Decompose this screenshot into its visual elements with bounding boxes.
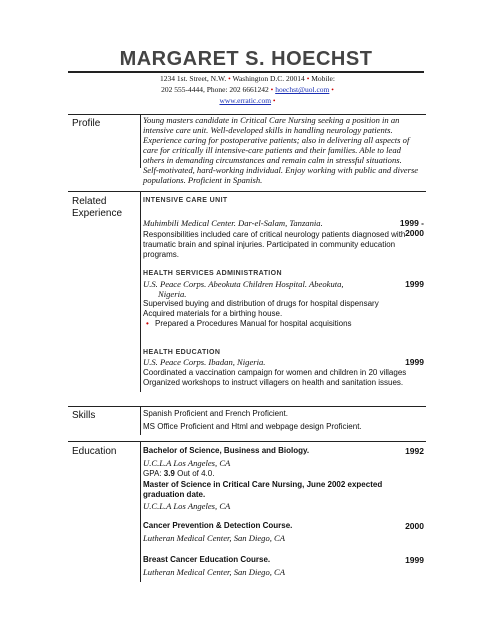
degree-title: Bachelor of Science, Business and Biology. (143, 446, 310, 455)
skill-line: MS Office Proficient and Html and webpage design Proficient. (143, 422, 362, 431)
degree-title: Master of Science in Critical Care Nursing, June 2002 expected (143, 480, 383, 489)
contact-line-1 (0, 74, 495, 85)
contact-separator: • (228, 74, 231, 83)
gpa-scale: Out of 4.0. (174, 469, 215, 478)
profile-line: Self-motivated, hard-working individual. Enjoy working with public and diverse (143, 165, 419, 175)
contact-phones: 202 555-4444, Phone: 202 6661242 (161, 85, 269, 94)
profile-line: others in demanding circumstances and remain calm in stressful situations. (143, 155, 402, 165)
job-employer: U.S. Peace Corps. Ibadan, Nigeria. (143, 357, 266, 367)
job-description-line: Responsibilities included care of critical neurology patients diagnosed with (143, 230, 406, 239)
profile-line: Experience caring for postoperative patients; also in delivering all aspects of (143, 135, 410, 145)
gpa-value: 3.9 (163, 469, 175, 478)
school-name: U.C.L.A Los Angeles, CA (143, 458, 231, 468)
column-divider (140, 407, 141, 435)
job-description-line: Acquired materials for a birthing house. (143, 309, 283, 318)
profile-line: populations. Proficient in Spanish. (143, 175, 263, 185)
job-description-line: traumatic brain and spinal injuries. Participated in community education (143, 240, 396, 249)
job-employer: Nigeria. (158, 289, 187, 299)
job-employer: Muhimbili Medical Center. Dar-el-Salam, Tanzania. (143, 218, 323, 228)
course-school: Lutheran Medical Center, San Diego, CA (143, 533, 286, 543)
website-link[interactable]: www.erratic.com (219, 96, 272, 105)
degree-title: graduation date. (143, 490, 206, 499)
course-title: Cancer Prevention & Detection Course. (143, 521, 293, 530)
column-divider (140, 442, 141, 582)
section-label-experience-1: Related (72, 196, 107, 207)
profile-line: intensive care unit. Well-developed skills in handling neurology patients. (143, 125, 393, 135)
contact-separator: • (270, 85, 274, 94)
section-divider-skills (68, 406, 426, 407)
job-year: 1999 (405, 357, 424, 367)
name-underline (68, 71, 424, 73)
profile-line: Young masters candidate in Critical Care Nursing seeking a position in an (143, 115, 400, 125)
gpa-label: GPA: (143, 469, 164, 478)
contact-address: 1234 1st. Street, N.W. (160, 74, 227, 83)
contact-separator: • (306, 74, 310, 83)
job-description-line: Organized workshops to instruct villagers on health and sanitation issues. (143, 378, 404, 387)
column-divider (140, 115, 141, 168)
section-label-experience-2: Experience (72, 208, 123, 219)
course-title: Breast Cancer Education Course. (143, 555, 271, 564)
email-link[interactable]: hoechst@uol.com (275, 85, 330, 94)
course-year: 1999 (405, 555, 424, 565)
contact-line-2 (0, 85, 495, 96)
job-description-line: programs. (143, 250, 180, 259)
section-divider-education (68, 441, 426, 442)
contact-city: Washington D.C. 20014 (232, 74, 305, 83)
job-year: 1999 (405, 279, 424, 289)
contact-mobile-label: Mobile: (311, 74, 335, 83)
course-year: 2000 (405, 521, 424, 531)
job-description-line: Coordinated a vaccination campaign for women and children in 20 villages (143, 368, 407, 377)
section-divider-experience (68, 191, 426, 192)
school-name: U.C.L.A Los Angeles, CA (143, 501, 231, 511)
course-school: Lutheran Medical Center, San Diego, CA (143, 567, 286, 577)
column-divider (140, 192, 141, 392)
job-title: INTENSIVE CARE UNIT (143, 197, 228, 204)
resume-name: MARGARET S. HOECHST (119, 48, 373, 70)
section-label-education: Education (72, 446, 117, 457)
contact-separator: • (272, 96, 276, 105)
contact-line-3 (0, 96, 495, 107)
degree-year: 1992 (405, 446, 424, 456)
job-bullet-item: Prepared a Procedures Manual for hospital acquisitions (155, 319, 352, 328)
section-label-skills: Skills (72, 410, 96, 421)
job-title: HEALTH EDUCATION (143, 349, 221, 356)
job-year: 1999 - 2000 (399, 218, 424, 238)
gpa-line (143, 469, 214, 479)
skill-line: Spanish Proficient and French Proficient. (143, 409, 288, 418)
bullet-icon: • (146, 319, 149, 328)
job-title: HEALTH SERVICES ADMINISTRATION (143, 270, 282, 277)
job-description-line: Supervised buying and distribution of drugs for hospital dispensary (143, 299, 379, 308)
job-employer: U.S. Peace Corps. Abeokuta Children Hospital. Abeokuta, (143, 279, 344, 289)
section-label-profile: Profile (72, 118, 101, 129)
contact-separator: • (331, 85, 334, 94)
profile-line: care for critically ill intensive-care patients and their families. Able to lead (143, 145, 401, 155)
